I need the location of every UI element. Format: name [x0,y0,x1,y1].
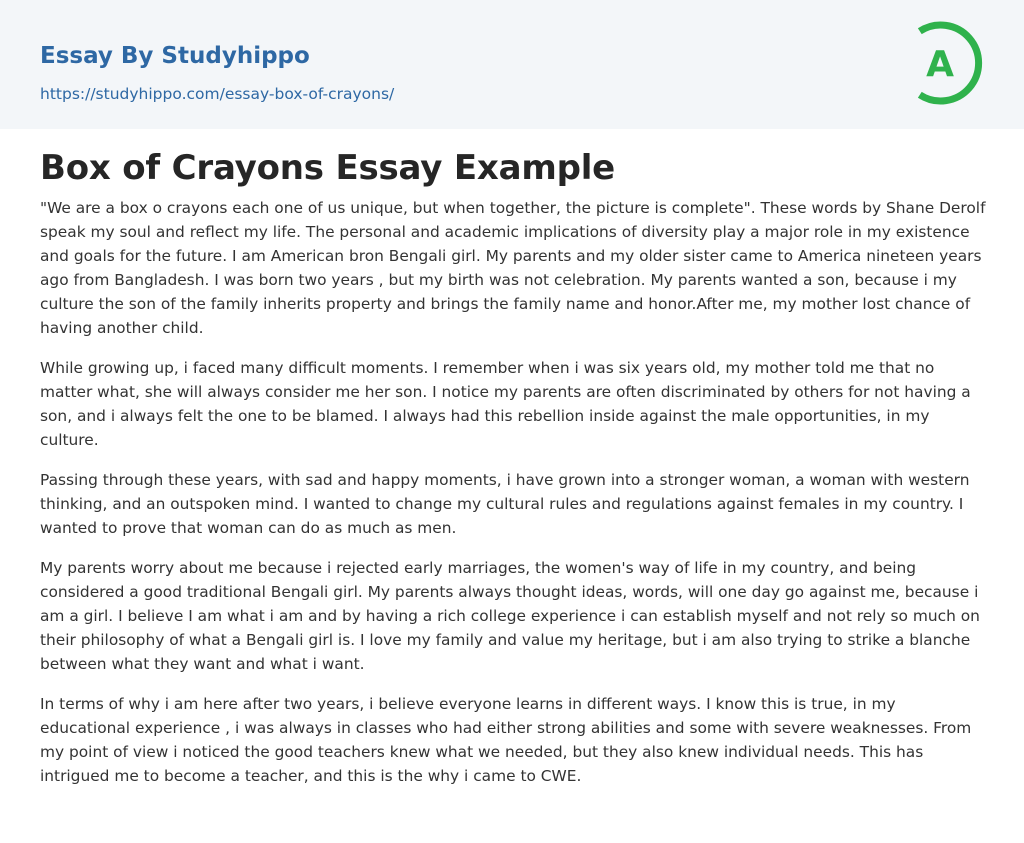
studyhippo-logo-icon[interactable] [909,18,989,106]
essay-paragraph: While growing up, i faced many difficult moments. I remember when i was six years old, my mother told me that no matter what, she will always consider me her son. I notice my parents are often discriminated by others for not having a son, and i always felt the one to be blamed. I always had this rebellion inside against the male opportunities, in my culture. [40,359,971,449]
essay-paragraph: In terms of why i am here after two years, i believe everyone learns in different ways. I know this is true, in my educational experience , i was always in classes who had either strong abilities and some with severe weaknesses. From my point of view i noticed the good teachers knew what we needed, but they also knew individual needs. This has intrigued me to become a teacher, and this is the why i came to CWE. [40,695,972,785]
page-title: Box of Crayons Essay Example [40,148,616,188]
site-title[interactable]: Essay By Studyhippo [40,43,310,69]
logo-letter: A [926,44,954,85]
site-header [0,0,1024,129]
essay-body [40,196,986,788]
page-url-link[interactable]: https://studyhippo.com/essay-box-of-crayons/ [40,85,395,103]
essay-paragraph: "We are a box o crayons each one of us unique, but when together, the picture is complete". These words by Shane Derolf speak my soul and reflect my life. The personal and academic implications of diversity play a major role in my existence and goals for the future. I am American bron Bengali girl. My parents and my older sister came to America nineteen years ago from Bangladesh. I was born two years , but my birth was not celebration. My parents wanted a son, because i my culture the son of the family inherits property and brings the family name and honor.After me, my mother lost chance of having another child. [40,199,986,337]
essay-paragraph: Passing through these years, with sad and happy moments, i have grown into a stronger woman, a woman with western thinking, and an outspoken mind. I wanted to change my cultural rules and regulations against females in my country. I wanted to prove that woman can do as much as men. [40,471,970,537]
logo-ring-icon [909,18,989,106]
essay-content [40,129,986,804]
essay-paragraph: My parents worry about me because i rejected early marriages, the women's way of life in my country, and being considered a good traditional Bengali girl. My parents always thought ideas, words, will one day go against me, because i am a girl. I believe I am what i am and by having a rich college experience i can establish myself and not rely so much on their philosophy of what a Bengali girl is. I love my family and value my heritage, but i am also trying to strike a blanche between what they want and what i want. [40,559,980,673]
